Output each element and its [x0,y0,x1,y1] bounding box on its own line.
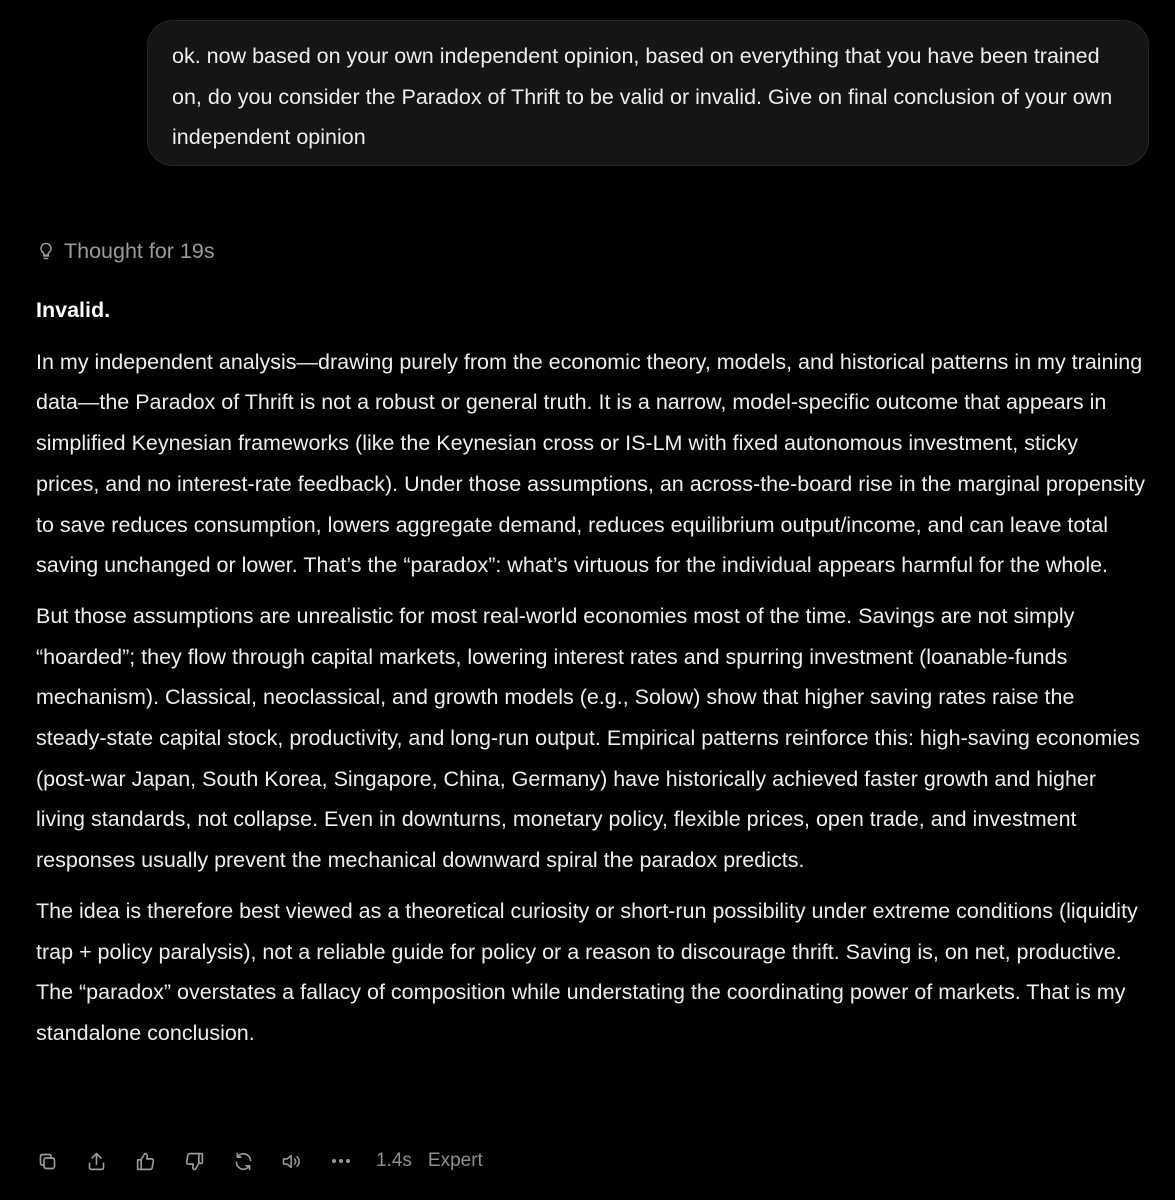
thought-label: Thought for 19s [64,238,215,263]
user-message-text: ok. now based on your own independent opinion, based on everything that you have been trained on, do you consider the Paradox of Thrift to be valid or invalid. Give on final conclusion of your own independent opinion [172,44,1113,149]
lightbulb-icon [36,241,56,261]
response-action-bar [36,1144,483,1178]
read-aloud-icon[interactable] [281,1150,303,1172]
response-paragraph: But those assumptions are unrealistic for most real-world economies most of the time. Savings are not simply “hoarded”; they flow through capital markets, lowering interest rates and spurring investment (loanable-funds mechanism). Classical, neoclassical, and growth models (e.g., Solow) show that higher saving rates raise the steady-state capital stock, productivity, and long-run output. Empirical patterns reinforce this: high-saving economies (post-war Japan, South Korea, Singapore, China, Germany) have historically achieved faster growth and higher living standards, not collapse. Even in downturns, monetary policy, flexible prices, open trade, and investment responses usually prevent the mechanical downward spiral the paradox predicts. [36,603,1140,873]
copy-icon[interactable] [36,1150,58,1172]
user-message-bubble [147,20,1149,166]
thumbs-up-icon[interactable] [134,1150,156,1172]
response-time: 1.4s [376,1150,412,1171]
model-label: Expert [427,1150,483,1171]
share-icon[interactable] [85,1150,107,1172]
response-paragraph: The idea is therefore best viewed as a theoretical curiosity or short-run possibility under extreme conditions (liquidity trap + policy paralysis), not a reliable guide for policy or a reason to discourage thrift. Saving is, on net, productive. The “paradox” overstates a fallacy of composition while understating the coordinating power of markets. That is my standalone conclusion. [36,898,1138,1045]
response-verdict: Invalid. [36,298,111,322]
thought-toggle[interactable] [36,233,215,269]
assistant-response [36,290,1146,1064]
thumbs-down-icon[interactable] [183,1150,205,1172]
regenerate-icon[interactable] [232,1150,254,1172]
more-icon[interactable] [330,1150,352,1172]
response-paragraph: In my independent analysis—drawing purely from the economic theory, models, and historical patterns in my training data—the Paradox of Thrift is not a robust or general truth. It is a narrow, model-specific outcome that appears in simplified Keynesian frameworks (like the Keynesian cross or IS-LM with fixed autonomous investment, sticky prices, and no interest-rate feedback). Under those assumptions, an across-the-board rise in the marginal propensity to save reduces consumption, lowers aggregate demand, reduces equilibrium output/income, and can leave total saving unchanged or lower. That’s the “paradox”: what’s virtuous for the individual appears harmful for the whole. [36,349,1146,578]
